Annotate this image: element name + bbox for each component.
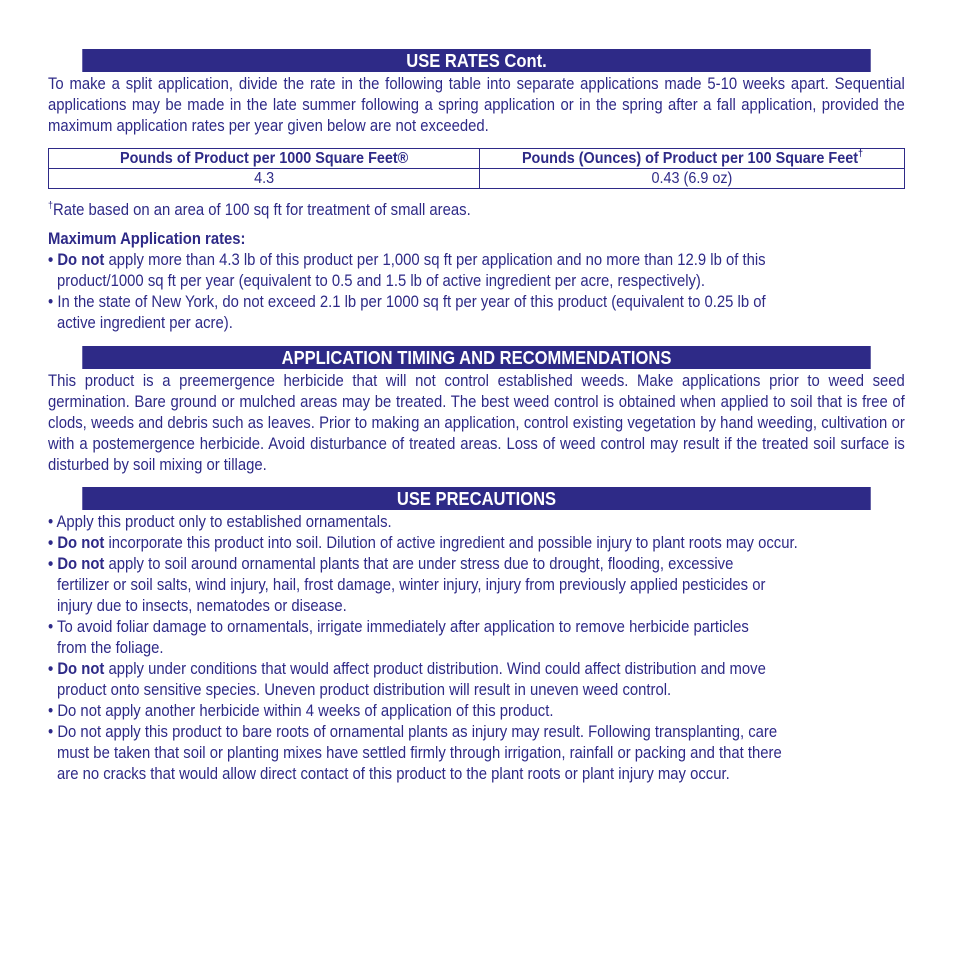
precautions-heading: USE PRECAUTIONS — [82, 487, 870, 510]
rates-table-header-2: Pounds (Ounces) of Product per 100 Square Feet† — [480, 149, 905, 169]
precaution-item: • Do not apply another herbicide within 4 weeks of application of this product. — [48, 702, 554, 720]
max-rates-item: • Do not apply more than 4.3 lb of this product per 1,000 sq ft per application and no more than 12.9 lb of this product/1000 sq ft per year (equivalent to 0.5 and 1.5 lb of active ingredient per acre, respectively). — [48, 251, 766, 290]
precaution-item: • Do not incorporate this product into soil. Dilution of active ingredient and possible injury to plant roots may occur. — [48, 534, 798, 552]
dagger-mark: † — [857, 148, 863, 160]
use-rates-intro — [48, 74, 905, 137]
precaution-item: • To avoid foliar damage to ornamentals, irrigate immediately after application to remove herbicide particles from the foliage. — [48, 618, 749, 657]
rates-table-value-1: 4.3 — [49, 169, 480, 189]
precaution-item: • Apply this product only to established ornamentals. — [48, 513, 392, 531]
precaution-item: • Do not apply to soil around ornamental plants that are under stress due to drought, flooding, excessive fertilizer or soil salts, wind injury, hail, frost damage, winter injury, injury from previously applied pesticides or injury due to insects, nematodes or disease. — [48, 555, 766, 615]
precaution-item: • Do not apply this product to bare roots of ornamental plants as injury may result. Following transplanting, care must be taken that soil or planting mixes have settled firmly through irrigation, rainfall or packing and that there are no cracks that would allow direct contact of this product to the plant roots or plant injury may occur. — [48, 723, 782, 783]
max-rates-heading: Maximum Application rates: — [48, 230, 246, 248]
precaution-item: • Do not apply under conditions that would affect product distribution. Wind could affect distribution and move product onto sensitive species. Uneven product distribution will result in uneven weed control. — [48, 660, 766, 699]
use-rates-heading: USE RATES Cont. — [82, 49, 870, 72]
rates-table-row — [49, 169, 905, 189]
rates-table-header-row — [49, 149, 905, 169]
max-rates-item: • In the state of New York, do not exceed 2.1 lb per 1000 sq ft per year of this product (equivalent to 0.25 lb of active ingredient per acre). — [48, 293, 766, 332]
timing-body — [48, 371, 905, 476]
use-rates-intro-text: To make a split application, divide the rate in the following table into separate applications made 5-10 weeks apart. Sequential applications may be made in the late summer following a spring application or in the spring after a fall application, provided the maximum application rates per year given below are not exceeded. — [48, 75, 905, 135]
rates-table-header-1: Pounds of Product per 1000 Square Feet® — [49, 149, 480, 169]
precautions-list — [48, 512, 905, 785]
rates-table-value-2: 0.43 (6.9 oz) — [480, 169, 905, 189]
rates-footnote — [48, 200, 905, 221]
rates-footnote-text: Rate based on an area of 100 sq ft for treatment of small areas. — [53, 201, 471, 219]
rates-table — [48, 148, 905, 189]
timing-heading: APPLICATION TIMING AND RECOMMENDATIONS — [82, 346, 870, 369]
footnote-dagger: † — [48, 200, 54, 212]
timing-body-text: This product is a preemergence herbicide that will not control established weeds. Make applications prior to weed seed germination. Bare ground or mulched areas may be treated. The best weed control is obtained when applied to soil that is free of clods, weeds and debris such as leaves. Prior to making an application, control existing vegetation by hand weeding, cultivation or with a postemergence herbicide. Avoid disturbance of treated areas. Loss of weed control may result if the treated soil surface is disturbed by soil mixing or tillage. — [48, 372, 905, 474]
max-rates-section — [48, 229, 905, 334]
